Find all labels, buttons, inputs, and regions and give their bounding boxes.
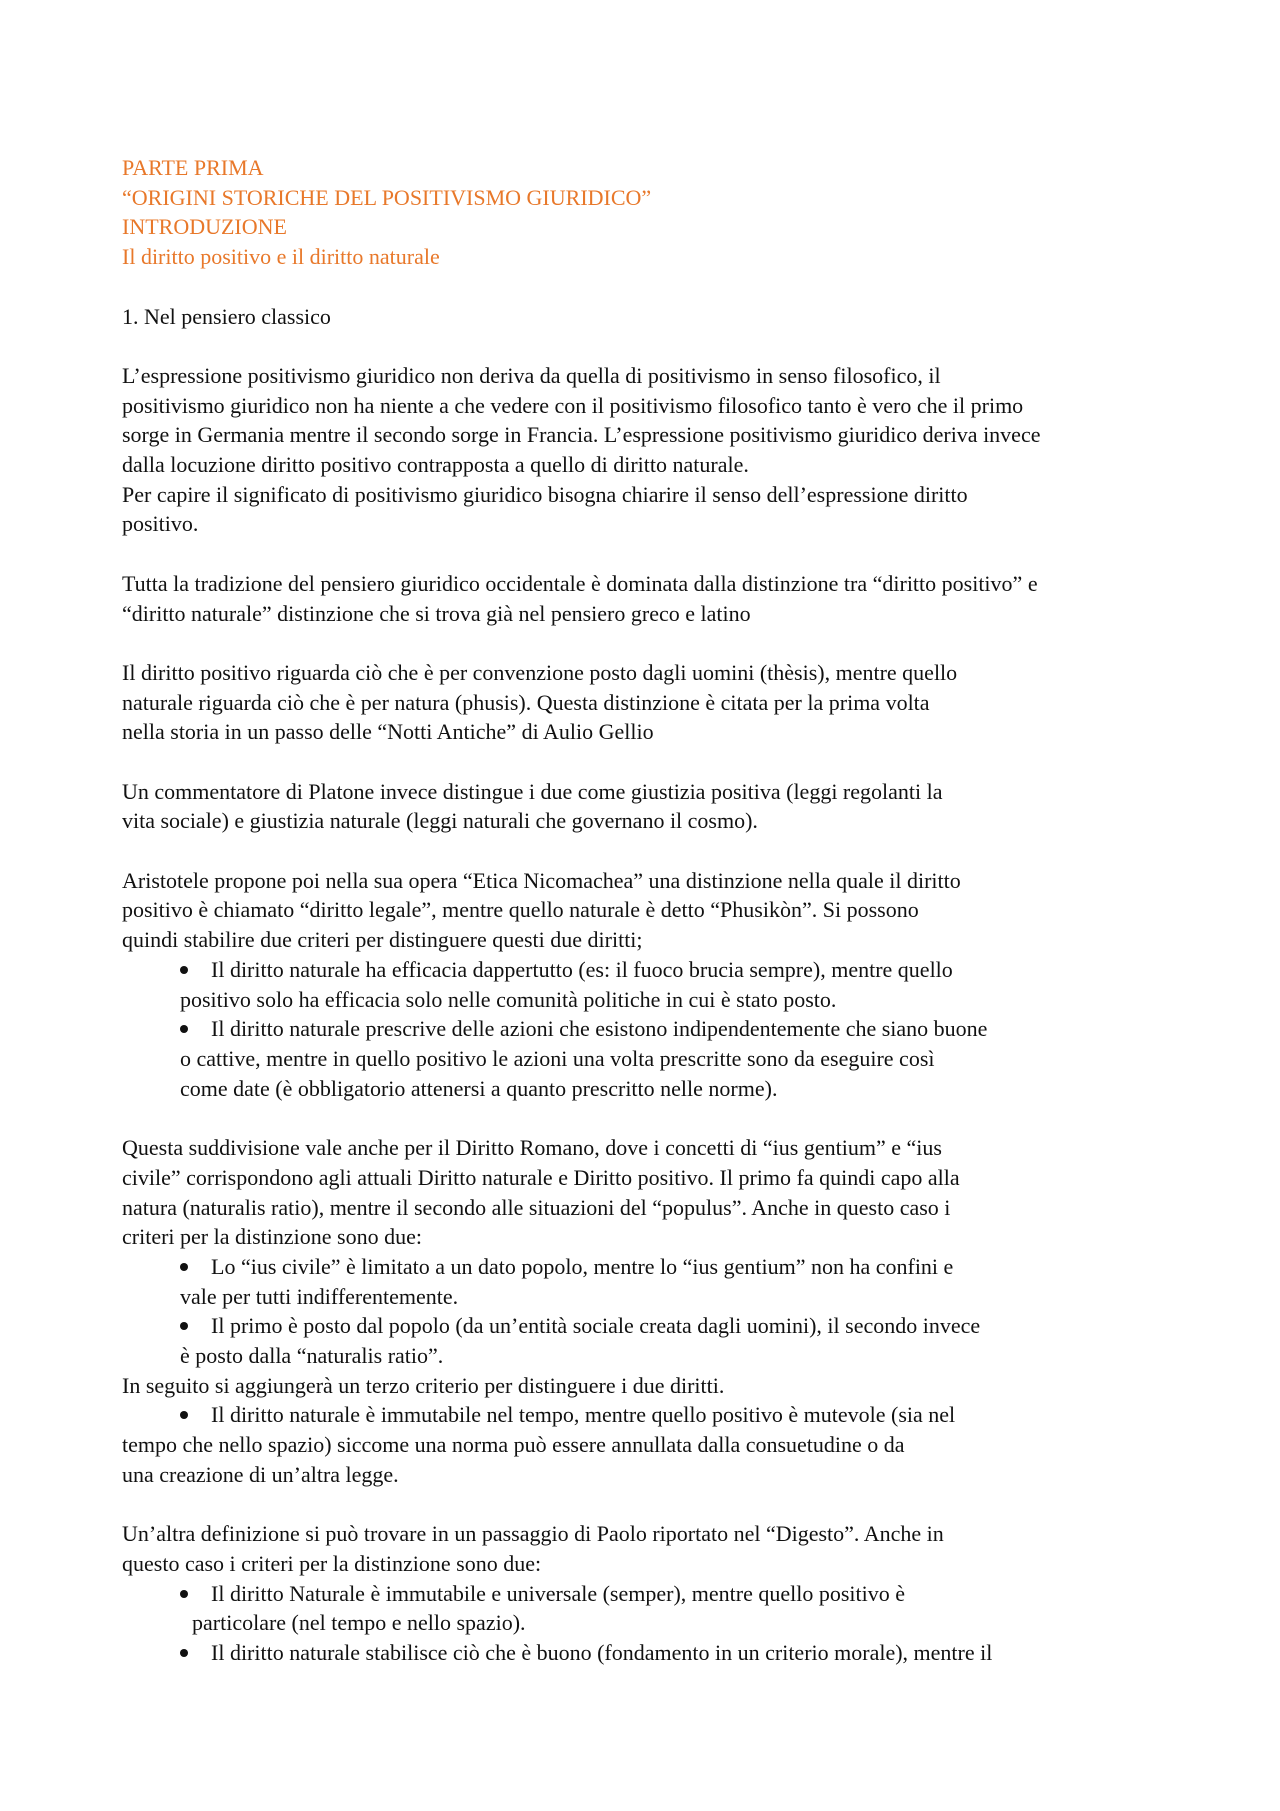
text-line: dalla locuzione diritto positivo contrapposta a quello di diritto naturale. [122,452,749,477]
bullet-text: particolare (nel tempo e nello spazio). [192,1610,526,1636]
third-criterion-list [122,1400,1220,1430]
bullet-text: Lo “ius civile” è limitato a un dato popolo, mentre lo “ius gentium” non ha confini e [122,1252,1220,1282]
roman-law-criteria-list [122,1252,1220,1371]
subtitle-heading: Il diritto positivo e il diritto naturale [122,244,440,270]
bullet-text: Il primo è posto dal popolo (da un’entità sociale creata dagli uomini), il secondo invece [122,1311,1220,1341]
paragraph-7 [122,1519,1220,1578]
introduction-heading: INTRODUZIONE [122,214,287,240]
text-line: criteri per la distinzione sono due: [122,1224,422,1250]
text-line: vita sociale) e giustizia naturale (leggi naturali che governano il cosmo). [122,808,758,834]
list-item [122,1400,1220,1430]
heading-block [122,153,1220,272]
text-line: positivo è chiamato “diritto legale”, mentre quello naturale è detto “Phusikòn”. Si possono [122,897,919,923]
list-item [122,1579,1220,1638]
text-line: Tutta la tradizione del pensiero giuridico occidentale è dominata dalla distinzione tra “diritto positivo” e [122,570,1038,596]
text-line: nella storia in un passo delle “Notti Antiche” di Aulio Gellio [122,719,654,745]
text-line: natura (naturalis ratio), mentre il secondo alle situazioni del “populus”. Anche in questo caso i [122,1194,951,1220]
bullet-text: vale per tutti indifferentemente. [180,1283,459,1309]
text-line: Aristotele propone poi nella sua opera “Etica Nicomachea” una distinzione nella quale il diritto [122,867,961,893]
paragraph-1 [122,361,1220,539]
text-line: Un’altra definizione si può trovare in un passaggio di Paolo riportato nel “Digesto”. Anche in [122,1521,944,1547]
paragraph-4 [122,777,1220,836]
text-line: civile” corrispondono agli attuali Diritto naturale e Diritto positivo. Il primo fa quindi capo alla [122,1164,960,1190]
paragraph-3 [122,658,1220,747]
text-line: naturale riguarda ciò che è per natura (phusis). Questa distinzione è citata per la prima volta [122,689,930,715]
document-title: “ORIGINI STORICHE DEL POSITIVISMO GIURIDICO” [122,184,652,210]
text-line: Il diritto positivo riguarda ciò che è per convenzione posto dagli uomini (thèsis), mentre quello [122,659,958,685]
text-line: Per capire il significato di positivismo giuridico bisogna chiarire il senso dell’espressione diritto [122,481,968,507]
bullet-text: Il diritto Naturale è immutabile e universale (semper), mentre quello positivo è [122,1579,1220,1609]
text-line: questo caso i criteri per la distinzione sono due: [122,1550,542,1576]
bullet-text: Il diritto naturale prescrive delle azioni che esistono indipendentemente che siano buone [122,1014,1220,1044]
bullet-text: Il diritto naturale è immutabile nel tempo, mentre quello positivo è mutevole (sia nel [122,1400,1220,1430]
text-line: tempo che nello spazio) siccome una norma può essere annullata dalla consuetudine o da [122,1432,905,1458]
text-line: L’espressione positivismo giuridico non deriva da quella di positivismo in senso filosofico, il [122,362,941,388]
list-item [122,955,1220,1014]
paragraph-5 [122,866,1220,955]
bullet-text: come date (è obbligatorio attenersi a quanto prescritto nelle norme). [180,1075,778,1101]
bullet-text: positivo solo ha efficacia solo nelle comunità politiche in cui è stato posto. [180,986,837,1012]
list-item [122,1252,1220,1311]
text-line: sorge in Germania mentre il secondo sorge in Francia. L’espressione positivismo giuridico deriva invece [122,422,1041,448]
bullet-text: è posto dalla “naturalis ratio”. [180,1343,444,1369]
text-line: positivismo giuridico non ha niente a che vedere con il positivismo filosofico tanto è vero che il primo [122,392,1024,418]
text-line: In seguito si aggiungerà un terzo criterio per distinguere i due diritti. [122,1372,725,1398]
part-heading: PARTE PRIMA [122,155,264,180]
aristotle-criteria-list [122,955,1220,1104]
bullet-text: o cattive, mentre in quello positivo le azioni una volta prescritte sono da eseguire così [180,1046,935,1071]
text-line: “diritto naturale” distinzione che si trova già nel pensiero greco e latino [122,600,751,626]
bullet-text: Il diritto naturale stabilisce ciò che è buono (fondamento in un criterio morale), mentre il [122,1638,1220,1668]
text-line: quindi stabilire due criteri per distinguere questi due diritti; [122,927,643,953]
text-line: positivo. [122,511,199,537]
paragraph-6 [122,1133,1220,1252]
section-title: 1. Nel pensiero classico [122,303,331,329]
digest-criteria-list [122,1579,1220,1668]
bullet-text: Il diritto naturale ha efficacia dappertutto (es: il fuoco brucia sempre), mentre quello [122,955,1220,985]
text-line: Questa suddivisione vale anche per il Diritto Romano, dove i concetti di “ius gentium” e “ius [122,1135,942,1161]
list-item [122,1014,1220,1103]
text-line: Un commentatore di Platone invece distingue i due come giustizia positiva (leggi regolanti la [122,778,943,804]
list-item [122,1638,1220,1668]
list-item [122,1311,1220,1370]
paragraph-2 [122,569,1220,628]
text-line: una creazione di un’altra legge. [122,1461,399,1487]
